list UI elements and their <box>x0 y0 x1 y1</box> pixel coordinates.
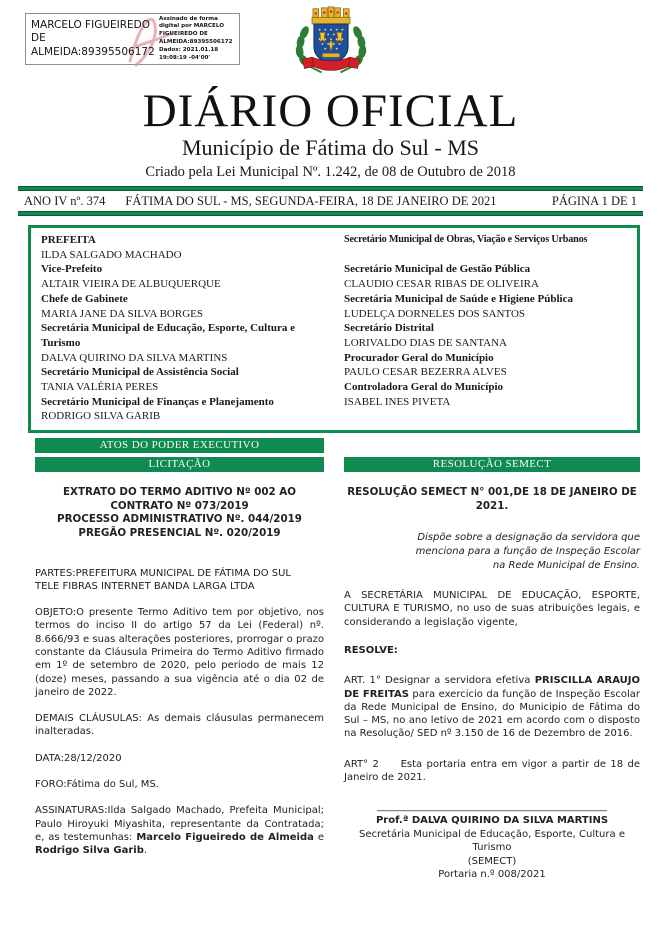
official-name: CLAUDIO CESAR RIBAS DE OLIVEIRA <box>344 278 539 291</box>
edition-date: FÁTIMA DO SUL - MS, SEGUNDA-FEIRA, 18 DE JANEIRO DE 2021 <box>125 194 497 208</box>
extrato-heading-line3: PREGÃO PRESENCIAL Nº. 020/2019 <box>78 526 281 539</box>
assinaturas-witness-1: Marcelo Figueiredo de Almeida <box>136 831 314 843</box>
official-name: MARIA JANE DA SILVA BORGES <box>41 307 203 320</box>
stamp-signer-name: MARCELO FIGUEIREDO DE ALMEIDA:89395506172 <box>31 18 155 58</box>
art1-text-pre: ART. 1° Designar a servidora efetiva <box>344 675 535 687</box>
official-title: Secretário Municipal de Finanças e Planejamento <box>41 395 274 408</box>
section-banner-atos-executivo: ATOS DO PODER EXECUTIVO <box>35 438 324 453</box>
official-title: Secretário Municipal de Obras, Viação e Serviços Urbanos <box>344 234 588 245</box>
extrato-heading-line2: PROCESSO ADMINISTRATIVO Nº. 044/2019 <box>57 513 302 526</box>
gazette-title: DIÁRIO OFICIAL <box>142 85 519 137</box>
official-entry <box>344 262 627 291</box>
official-name: LUDELÇA DORNELES DOS SANTOS <box>344 307 526 320</box>
data-line: DATA:28/12/2020 <box>35 752 122 764</box>
art1-text-post: para exercicio da função de Inspeção Escolar da Rede Municipal de Ensino, do Municipio de Fátima do Sul – MS, no ano letivo de 2021 em acordo com o disposto na Resolução/ SED nº 3.150 de 16 de Dezembro de 2016. <box>344 688 640 740</box>
official-name: RODRIGO SILVA GARIB <box>41 410 161 423</box>
art2-paragraph: ART° 2 Esta portaria entra em vigor a partir de 18 de Janeiro de 2021. <box>344 758 640 784</box>
partes-line2: TELE FIBRAS INTERNET BANDA LARGA LTDA <box>35 580 255 592</box>
resolucao-heading: RESOLUÇÃO SEMECT N° 001,DE 18 DE JANEIRO DE 2021. <box>347 486 637 512</box>
signatory-name: Prof.ª DALVA QUIRINO DA SILVA MARTINS <box>375 814 609 826</box>
official-entry <box>344 351 627 380</box>
official-entry <box>41 365 324 394</box>
assinaturas-period: . <box>143 845 148 857</box>
extrato-heading-line1: EXTRATO DO TERMO ADITIVO Nº 002 AO CONTRATO Nº 073/2019 <box>62 486 297 512</box>
gazette-tagline: Criado pela Lei Municipal Nº. 1.242, de 08 de Outubro de 2018 <box>145 164 516 180</box>
official-title: Chefe de Gabinete <box>41 292 128 305</box>
officials-directory <box>28 225 640 433</box>
signatory-portaria: Portaria n.º 008/2021 <box>438 869 546 881</box>
page-indicator: PÁGINA 1 DE 1 <box>551 194 637 208</box>
resolucao-column <box>344 457 640 882</box>
crest-crown <box>312 7 350 24</box>
resolucao-epigraph: Dispõe sobre a designação da servidora que menciona para a função de Inspeção Escolar na Rede Municipal de Ensino. <box>415 532 640 571</box>
objeto-paragraph: OBJETO:O presente Termo Aditivo tem por objetivo, nos termos do inciso II do artigo 57 da Lei (Federal) nº. 8.666/93 e suas alterações posteriores, prorrogar o prazo constante da Cláusula Primeira do Termo Aditivo firmado em 1º de setembro de 2020, pelo periodo de mais 12 (doze) meses, passando a sua vigência até o dia 02 de janeiro de 2022. <box>35 607 324 698</box>
official-name: ALTAIR VIEIRA DE ALBUQUERQUE <box>41 278 221 291</box>
official-name: ILDA SALGADO MACHADO <box>41 248 182 261</box>
officials-column-left <box>31 228 334 430</box>
signature-block <box>344 800 640 882</box>
resolucao-preambulo: A SECRETÁRIA MUNICIPAL DE EDUCAÇÃO, ESPORTE, CULTURA E TURISMO, no uso de suas atribuições legais, e considerando a legislação vigente, <box>344 590 640 628</box>
demais-clausulas-paragraph: DEMAIS CLÁUSULAS: As demais cláusulas permanecem inalteradas. <box>35 713 324 738</box>
officials-column-right <box>334 228 637 430</box>
bottom-green-rule <box>18 211 643 216</box>
official-name: DALVA QUIRINO DA SILVA MARTINS <box>41 351 228 364</box>
licitacao-column <box>35 457 324 882</box>
official-entry <box>41 233 324 262</box>
assinaturas-text: ASSINATURAS:Ilda Salgado Machado, Prefeita Municipal; Paulo Hiroyuki Miyashita, representante da Contratada; e, as testemunhas: <box>35 805 324 843</box>
art1-paragraph <box>344 674 640 740</box>
official-title: Secretário Distrital <box>344 322 434 335</box>
edition-number: ANO IV nº. 374 <box>24 194 106 208</box>
signature-line: ______________________________________________ <box>377 801 607 813</box>
official-name <box>344 248 627 263</box>
official-entry <box>41 262 324 291</box>
official-entry <box>344 292 627 321</box>
assinaturas-witness-2: Rodrigo Silva Garib <box>35 845 144 857</box>
signatory-org: (SEMECT) <box>467 855 517 867</box>
foro-line: FORO:Fátima do Sul, MS. <box>35 779 159 791</box>
official-title: Secretária Municipal de Educação, Esporte, Cultura e Turismo <box>41 322 295 349</box>
assinaturas-connector: e <box>313 831 324 843</box>
section-banner-licitacao: LICITAÇÃO <box>35 457 324 472</box>
edition-info-bar <box>22 191 639 211</box>
official-title: Procurador Geral do Município <box>344 351 494 364</box>
assinaturas-paragraph <box>35 804 324 857</box>
official-title: PREFEITA <box>41 234 96 246</box>
official-title: Vice-Prefeito <box>41 263 103 276</box>
official-title: Secretário Municipal de Assistência Social <box>41 366 239 379</box>
content-columns <box>35 457 640 882</box>
official-entry <box>344 380 627 409</box>
official-name: ISABEL INES PIVETA <box>344 395 451 408</box>
crest-shield <box>314 24 348 64</box>
official-entry <box>41 395 324 424</box>
digital-signature-stamp <box>25 13 240 65</box>
official-title: Secretário Municipal de Gestão Pública <box>344 263 531 276</box>
partes-line1: PARTES:PREFEITURA MUNICIPAL DE FÁTIMA DO SUL <box>35 567 291 579</box>
official-name: PAULO CESAR BEZERRA ALVES <box>344 366 507 379</box>
art1-servant-name: PRISCILLA ARAUJO DE FREITAS <box>344 675 640 700</box>
municipal-coat-of-arms <box>283 4 379 80</box>
extrato-heading <box>35 486 324 540</box>
official-title: Secretária Municipal de Saúde e Higiene Pública <box>344 292 573 305</box>
official-title: Controladora Geral do Município <box>344 381 503 394</box>
gazette-subtitle: Município de Fátima do Sul - MS <box>182 135 479 160</box>
official-name: TANIA VALÉRIA PERES <box>41 381 159 394</box>
official-name: LORIVALDO DIAS DE SANTANA <box>344 336 507 349</box>
partes-paragraph <box>35 567 324 594</box>
official-entry <box>41 292 324 321</box>
stamp-signature-details: Assinado de forma digital por MARCELO FIGUEIREDO DE ALMEIDA:89395506172 Dados: 2021.01.18 19:08:19 -04'00' <box>159 15 233 61</box>
official-entry <box>344 233 627 262</box>
signatory-role: Secretária Municipal de Educação, Esporte, Cultura e Turismo <box>359 828 625 854</box>
section-banner-resolucao: RESOLUÇÃO SEMECT <box>344 457 640 472</box>
official-entry <box>344 321 627 350</box>
official-entry <box>41 321 324 365</box>
resolve-label: RESOLVE: <box>344 645 398 656</box>
